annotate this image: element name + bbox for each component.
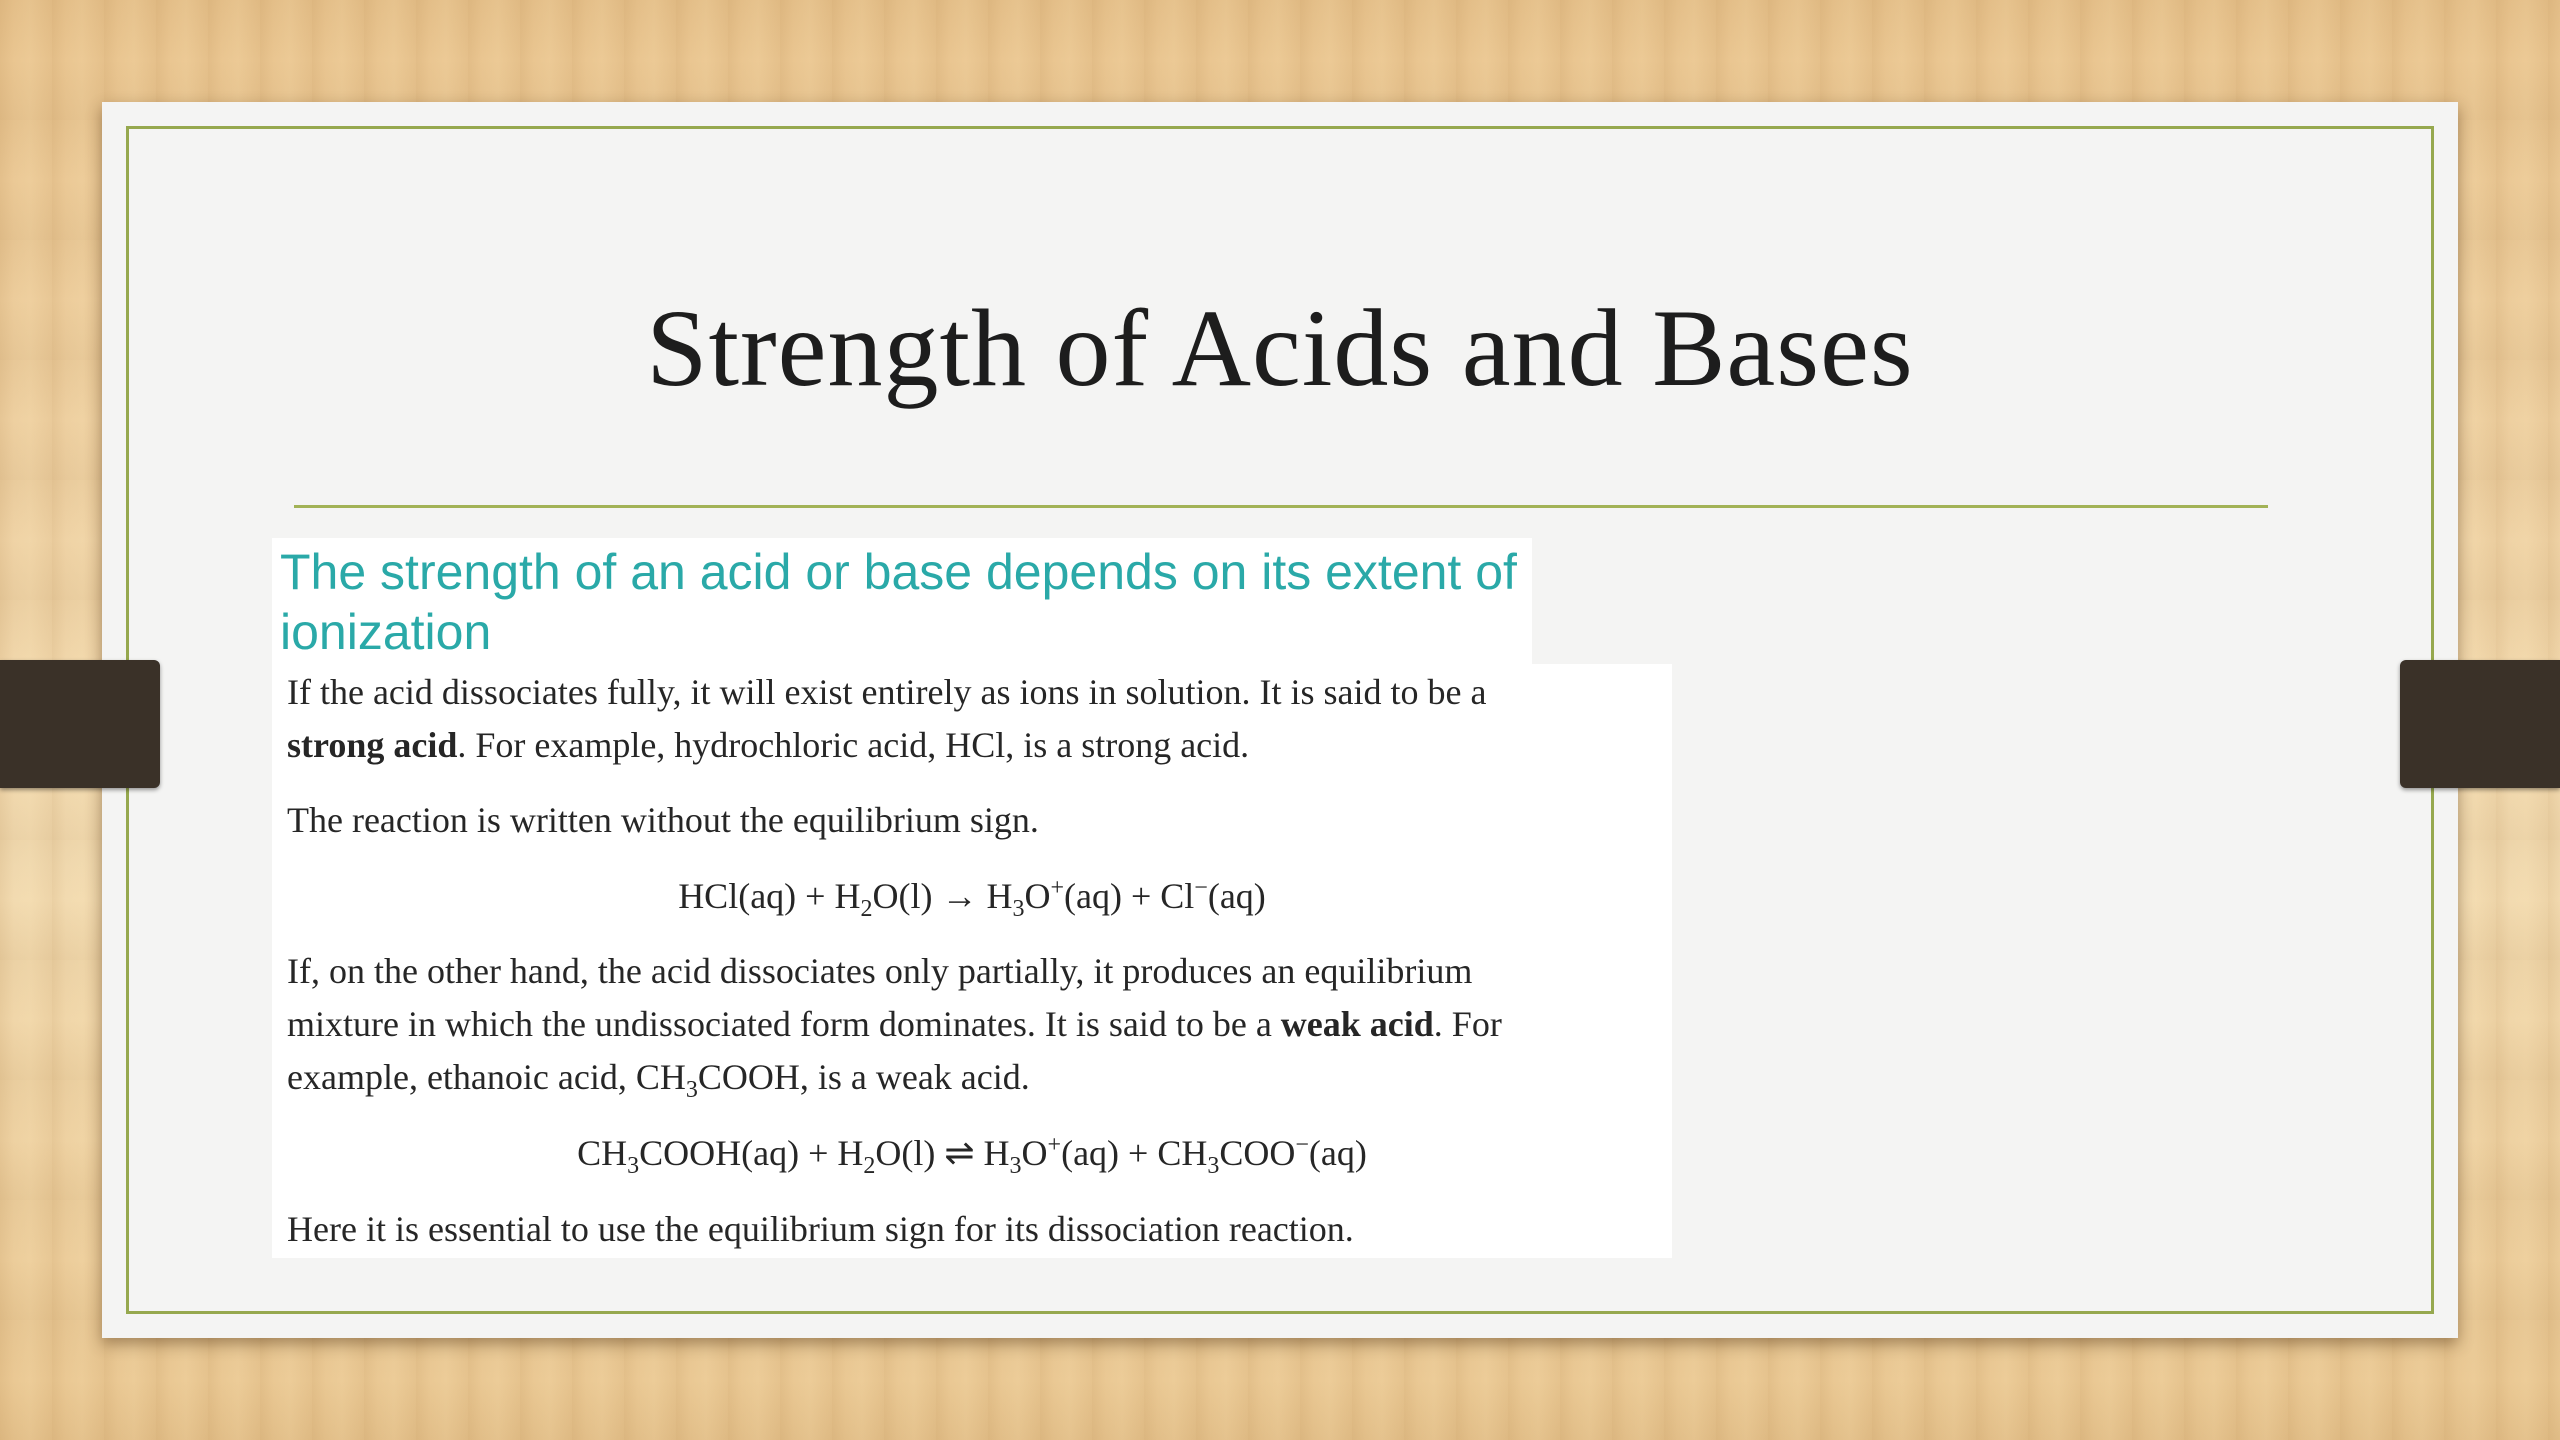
paragraph-line: example, ethanoic acid, $CH_3COOH$, is a weak acid. (287, 1057, 1030, 1104)
paragraph-line: strong acid. For example, hydrochloric acid, HCl, is a strong acid. (287, 725, 1250, 765)
binder-clip-left (0, 660, 160, 788)
equation-ethanoic: $CH_3COOH(aq) + H_2O(l)$ ⇌ $H_3O^+(aq) + CH_3COO^-(aq)$ (577, 1132, 1367, 1180)
paragraph-line: mixture in which the undissociated form dominates. It is said to be a weak acid. For (287, 1004, 1502, 1044)
paragraph-strong-acid (287, 666, 1486, 772)
weak-acid-term: weak acid (1280, 1004, 1434, 1044)
paragraph-reaction-note: The reaction is written without the equilibrium sign. (287, 800, 1039, 840)
title-divider (294, 505, 2268, 508)
paragraph-conclusion: Here it is essential to use the equilibrium sign for its dissociation reaction. (287, 1209, 1354, 1249)
slide-subtitle: The strength of an acid or base depends on its extent of ionization (280, 544, 1517, 660)
content-image (272, 664, 1672, 1258)
subtitle-box (272, 538, 1532, 664)
paragraph-weak-acid (287, 945, 1502, 1104)
binder-clip-right (2400, 660, 2560, 788)
slide-title: Strength of Acids and Bases (646, 287, 1914, 409)
equation-hcl: $HCl(aq) + H_2O(l) \to H_3O^+(aq) + Cl^-(aq)$ (678, 875, 1266, 923)
strong-acid-term: strong acid (287, 725, 458, 765)
paragraph-line: If, on the other hand, the acid dissociates only partially, it produces an equilibrium (287, 951, 1473, 991)
paragraph-line: If the acid dissociates fully, it will exist entirely as ions in solution. It is said to be a (287, 672, 1487, 712)
